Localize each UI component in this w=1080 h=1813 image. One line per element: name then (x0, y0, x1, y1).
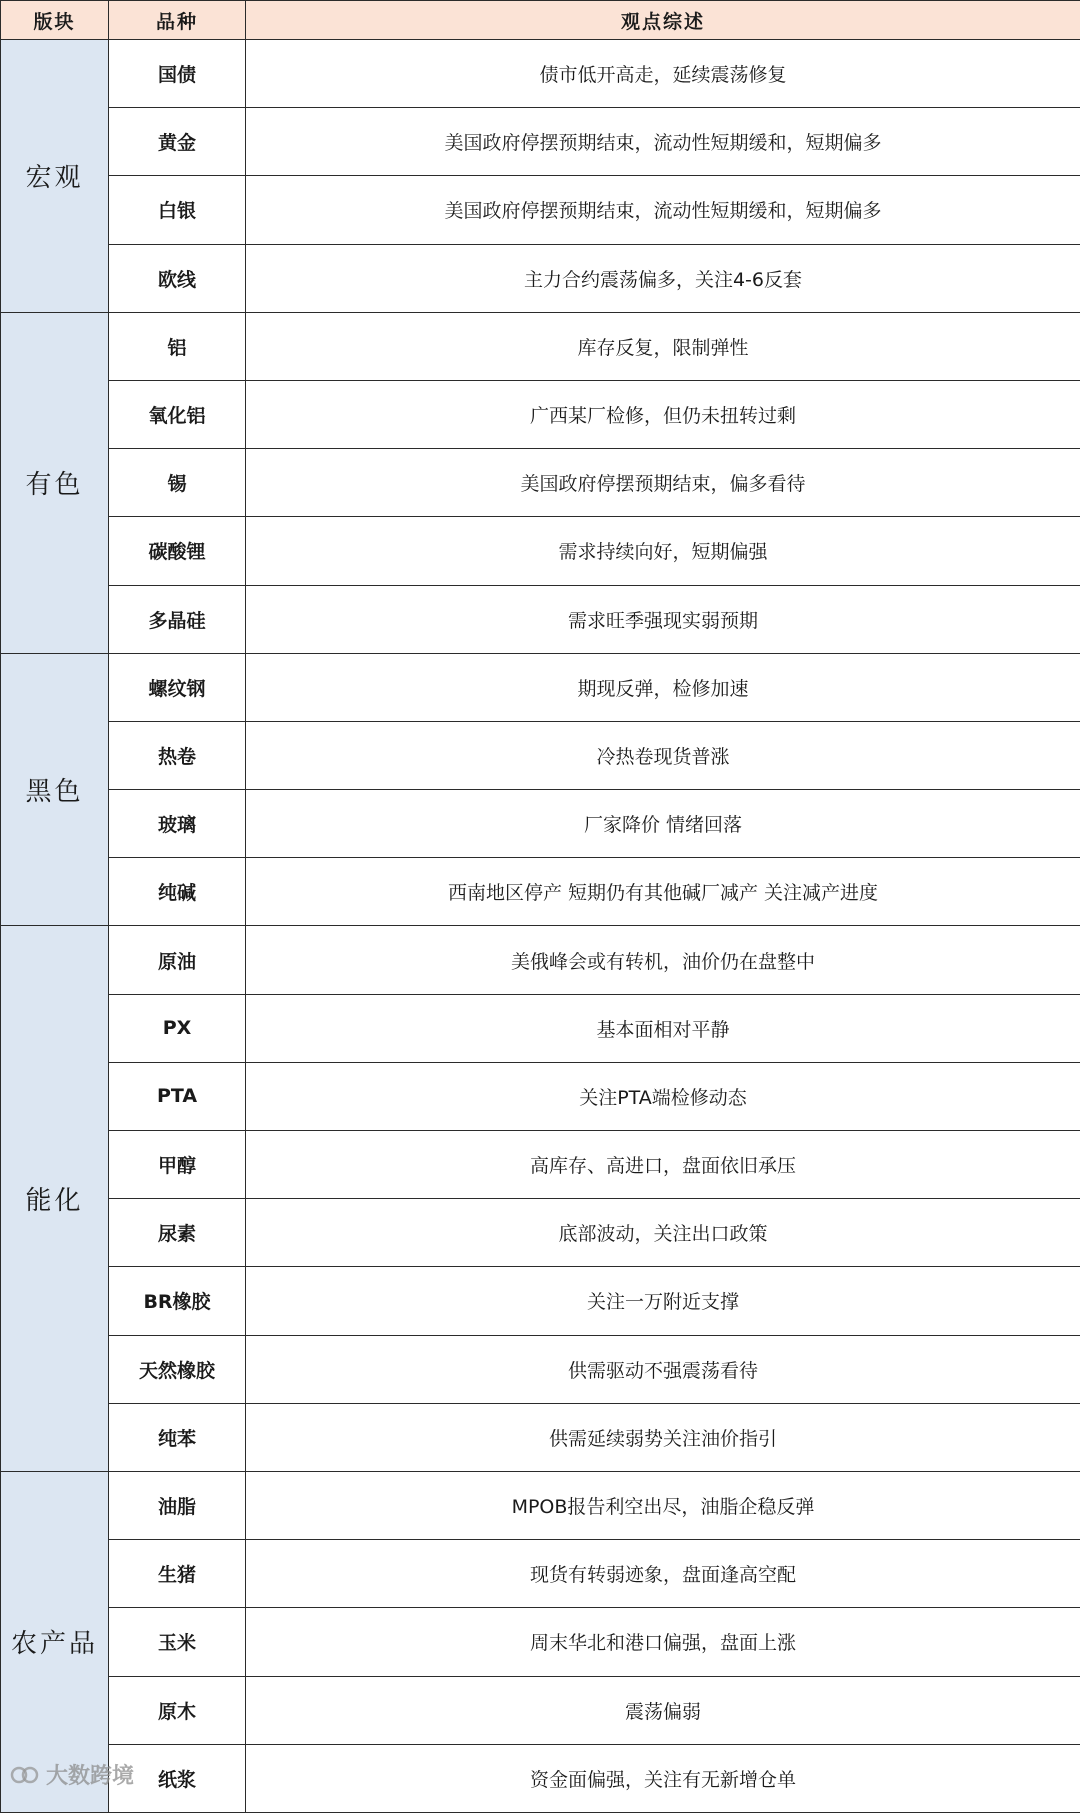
view-cell: 债市低开高走，延续震荡修复 (246, 40, 1080, 108)
view-cell: 震荡偏弱 (246, 1676, 1080, 1744)
table-row (1, 790, 1080, 858)
table-row (1, 1199, 1080, 1267)
view-cell: 厂家降价 情绪回落 (246, 790, 1080, 858)
view-cell: 关注一万附近支撑 (246, 1267, 1080, 1335)
table-row (1, 1131, 1080, 1199)
table-row (1, 176, 1080, 244)
item-cell: 黄金 (109, 108, 246, 176)
logo-icon (10, 1763, 40, 1787)
header-view: 观点综述 (246, 1, 1080, 40)
table-row (1, 40, 1080, 108)
item-cell: 国债 (109, 40, 246, 108)
item-cell: 螺纹钢 (109, 653, 246, 721)
watermark-text: 大数跨境 (46, 1759, 134, 1790)
table-row (1, 1676, 1080, 1744)
table-row (1, 1335, 1080, 1403)
view-cell: 美国政府停摆预期结束，偏多看待 (246, 449, 1080, 517)
view-cell: 底部波动，关注出口政策 (246, 1199, 1080, 1267)
table-row (1, 1062, 1080, 1130)
item-cell: 玉米 (109, 1608, 246, 1676)
table-row (1, 1744, 1080, 1812)
header-row (1, 1, 1080, 40)
item-cell: 多晶硅 (109, 585, 246, 653)
item-cell: 原木 (109, 1676, 246, 1744)
view-cell: 需求持续向好，短期偏强 (246, 517, 1080, 585)
sector-cell: 黑色 (1, 653, 109, 926)
item-cell: 甲醇 (109, 1131, 246, 1199)
view-cell: 冷热卷现货普涨 (246, 721, 1080, 789)
item-cell: BR橡胶 (109, 1267, 246, 1335)
table-row (1, 449, 1080, 517)
sector-cell: 农产品 (1, 1471, 109, 1812)
item-cell: 白银 (109, 176, 246, 244)
item-cell: 玻璃 (109, 790, 246, 858)
header-sector: 版块 (1, 1, 109, 40)
sector-cell: 有色 (1, 312, 109, 653)
table-row (1, 1608, 1080, 1676)
view-cell: 美国政府停摆预期结束，流动性短期缓和，短期偏多 (246, 108, 1080, 176)
view-cell: 周末华北和港口偏强，盘面上涨 (246, 1608, 1080, 1676)
view-cell: 西南地区停产 短期仍有其他碱厂减产 关注减产进度 (246, 858, 1080, 926)
table-row (1, 312, 1080, 380)
header-item: 品种 (109, 1, 246, 40)
view-cell: 资金面偏强，关注有无新增仓单 (246, 1744, 1080, 1812)
item-cell: 锡 (109, 449, 246, 517)
sector-cell: 宏观 (1, 40, 109, 313)
item-cell: PTA (109, 1062, 246, 1130)
item-cell: 纯碱 (109, 858, 246, 926)
item-cell: 纯苯 (109, 1403, 246, 1471)
item-cell: 碳酸锂 (109, 517, 246, 585)
view-cell: 高库存、高进口，盘面依旧承压 (246, 1131, 1080, 1199)
item-cell: 铝 (109, 312, 246, 380)
table-row (1, 653, 1080, 721)
item-cell: 热卷 (109, 721, 246, 789)
item-cell: 原油 (109, 926, 246, 994)
view-cell: 美俄峰会或有转机，油价仍在盘整中 (246, 926, 1080, 994)
item-cell: 氧化铝 (109, 380, 246, 448)
view-cell: 关注PTA端检修动态 (246, 1062, 1080, 1130)
view-cell: 现货有转弱迹象，盘面逢高空配 (246, 1540, 1080, 1608)
table-row (1, 108, 1080, 176)
view-cell: 需求旺季强现实弱预期 (246, 585, 1080, 653)
item-cell: 尿素 (109, 1199, 246, 1267)
table-row (1, 380, 1080, 448)
view-cell: 期现反弹，检修加速 (246, 653, 1080, 721)
table-row (1, 994, 1080, 1062)
view-cell: 库存反复，限制弹性 (246, 312, 1080, 380)
item-cell: 欧线 (109, 244, 246, 312)
sector-cell: 能化 (1, 926, 109, 1472)
view-cell: 基本面相对平静 (246, 994, 1080, 1062)
table-row (1, 1403, 1080, 1471)
view-cell: 供需延续弱势关注油价指引 (246, 1403, 1080, 1471)
item-cell: 纸浆 (109, 1744, 246, 1812)
view-cell: MPOB报告利空出尽，油脂企稳反弹 (246, 1471, 1080, 1539)
view-cell: 广西某厂检修，但仍未扭转过剩 (246, 380, 1080, 448)
item-cell: 生猪 (109, 1540, 246, 1608)
view-cell: 美国政府停摆预期结束，流动性短期缓和，短期偏多 (246, 176, 1080, 244)
table-row (1, 517, 1080, 585)
table-row (1, 721, 1080, 789)
table-row (1, 1471, 1080, 1539)
table-row (1, 585, 1080, 653)
table-row (1, 858, 1080, 926)
view-cell: 主力合约震荡偏多，关注4-6反套 (246, 244, 1080, 312)
item-cell: PX (109, 994, 246, 1062)
table-row (1, 1267, 1080, 1335)
table-row (1, 244, 1080, 312)
view-cell: 供需驱动不强震荡看待 (246, 1335, 1080, 1403)
item-cell: 油脂 (109, 1471, 246, 1539)
item-cell: 天然橡胶 (109, 1335, 246, 1403)
watermark (10, 1759, 134, 1790)
table-row (1, 1540, 1080, 1608)
table-row (1, 926, 1080, 994)
